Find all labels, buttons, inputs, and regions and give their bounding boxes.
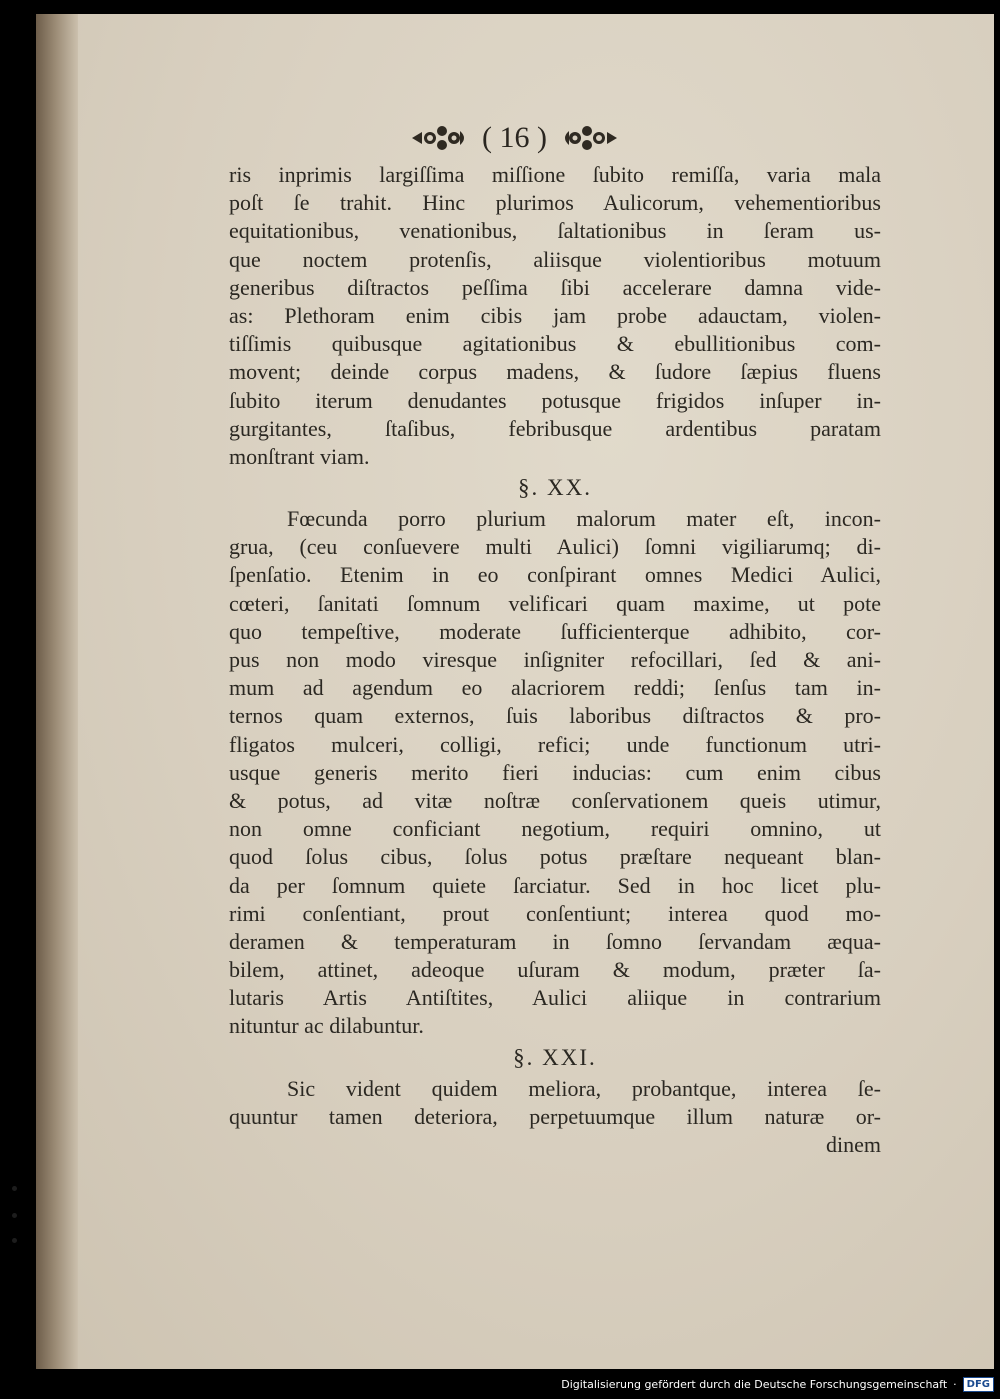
text-line: & potus, ad vitæ noſtræ conſervationem queis utimur, xyxy=(229,787,881,813)
text-line: quuntur tamen deteriora, perpetuumque illum naturæ or- xyxy=(229,1103,881,1129)
text-line: Fœcunda porro plurium malorum mater eſt, incon- xyxy=(287,506,881,532)
text-line: nituntur ac dilabuntur. xyxy=(229,1013,424,1039)
dfg-logo-icon: DFG xyxy=(963,1377,994,1392)
page-body xyxy=(229,161,881,1159)
digitization-credit xyxy=(561,1375,994,1393)
page-binding-edge xyxy=(36,14,78,1369)
text-line: equitationibus, venationibus, ſaltationibus in ſeram us- xyxy=(229,218,881,244)
text-line: que noctem protenſis, aliisque violentioribus motuum xyxy=(229,246,881,272)
text-line: grua, (ceu conſuevere multi Aulici) ſomni vigiliarumq; di- xyxy=(229,534,881,560)
text-line: cœteri, ſanitati ſomnum velificari quam maxime, ut pote xyxy=(229,590,881,616)
text-line: fligatos mulceri, colligi, refici; unde functionum utri- xyxy=(229,731,881,757)
text-line: Sic vident quidem meliora, probantque, interea ſe- xyxy=(287,1075,881,1101)
text-line: mum ad agendum eo alacriorem reddi; ſenſus tam in- xyxy=(229,675,881,701)
text-line: gurgitantes, ſtaſibus, febribusque ardentibus paratam xyxy=(229,415,881,441)
text-line: lutaris Artis Antiſtites, Aulici aliique in contrarium xyxy=(229,985,881,1011)
text-line: non omne conficiant negotium, requiri omnino, ut xyxy=(229,816,881,842)
text-line: da per ſomnum quiete ſarciatur. Sed in hoc licet plu- xyxy=(229,872,881,898)
text-line: ſubito iterum denudantes potusque frigidos inſuper in- xyxy=(229,387,881,413)
text-line: poſt ſe trahit. Hinc plurimos Aulicorum, vehementioribus xyxy=(229,190,881,216)
section-heading-xxi: §. XXI. xyxy=(513,1044,597,1070)
text-line: usque generis merito fieri inducias: cum enim cibus xyxy=(229,759,881,785)
catchword: dinem xyxy=(826,1132,881,1157)
digitization-credit-text: Digitalisierung gefördert durch die Deutsche Forschungsgemeinschaft xyxy=(561,1377,948,1391)
text-line: quod ſolus cibus, ſolus potus præſtare nequeant blan- xyxy=(229,844,881,870)
text-line: ſpenſatio. Etenim in eo conſpirant omnes Medici Aulici, xyxy=(229,562,881,588)
text-line: ternos quam externos, ſuis laboribus diſtractos & pro- xyxy=(229,703,881,729)
paragraph-continued xyxy=(229,161,881,471)
text-line: generibus diſtractos peſſima ſibi accelerare damna vide- xyxy=(229,274,881,300)
separator-dot: · xyxy=(953,1377,957,1391)
paragraph-section-xxi xyxy=(229,1075,881,1160)
fleuron-ornament-left-icon xyxy=(410,121,470,155)
page-header xyxy=(410,118,710,158)
text-line: deramen & temperaturam in ſomno ſervandam æqua- xyxy=(229,928,881,954)
text-line: pus non modo viresque inſigniter refocillari, ſed & ani- xyxy=(229,647,881,672)
text-line: bilem, attinet, adeoque uſuram & modum, præter ſa- xyxy=(229,957,881,983)
text-line: monſtrant viam. xyxy=(229,443,370,469)
text-line: rimi conſentiant, prout conſentiunt; interea quod mo- xyxy=(229,900,881,926)
page-number: ( 16 ) xyxy=(482,121,547,154)
text-line: tiſſimis quibusque agitationibus & ebullitionibus com- xyxy=(229,331,881,357)
text-line: ris inprimis largiſſima miſſione ſubito remiſſa, varia mala xyxy=(229,162,881,187)
paragraph-section-xx xyxy=(229,505,881,1041)
text-line: movent; deinde corpus madens, & ſudore ſæpius fluens xyxy=(229,359,881,385)
section-heading-xx: §. XX. xyxy=(518,475,592,501)
text-line: as: Plethoram enim cibis jam probe adauctam, violen- xyxy=(229,302,881,328)
fleuron-ornament-right-icon xyxy=(559,121,619,155)
text-line: quo tempeſtive, moderate ſufficienterque adhibito, cor- xyxy=(229,618,881,644)
